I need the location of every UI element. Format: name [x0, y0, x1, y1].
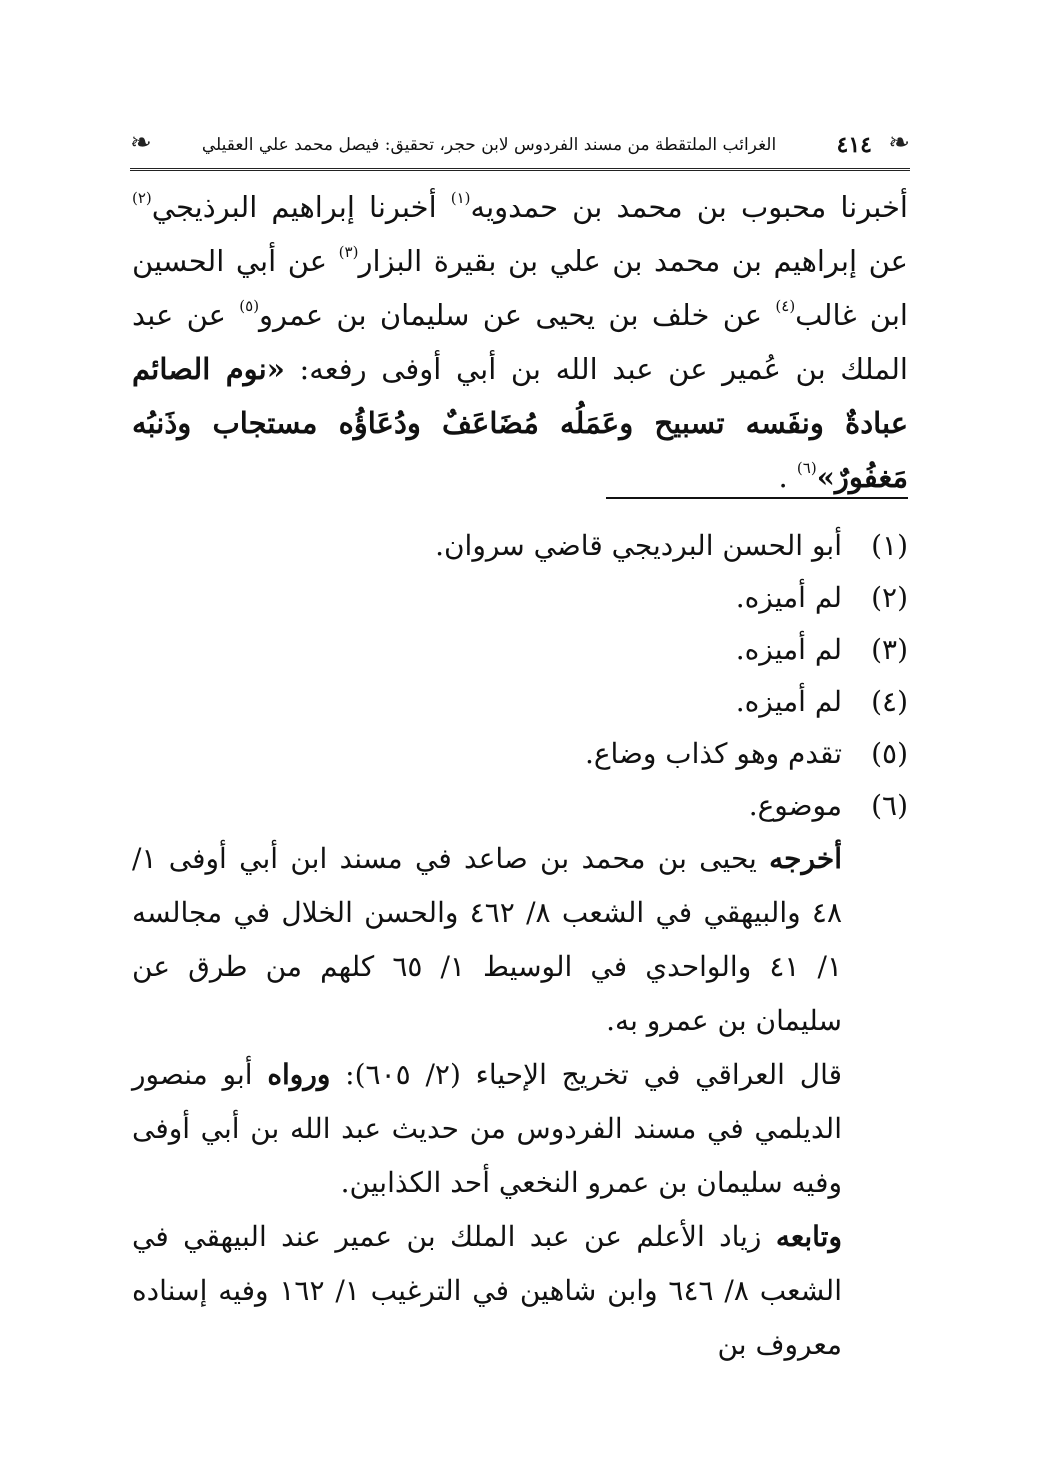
chain-text-4: عن أبي الحسين ابن غالب — [132, 244, 908, 332]
chain-text-3: عن إبراهيم بن محمد بن علي بن بقيرة البزار — [358, 244, 908, 278]
iraqi-lead: قال العراقي في تخريج الإحياء (٢/ ٦٠٥): — [330, 1058, 842, 1091]
footnote-number: (٥) — [871, 737, 908, 770]
footnote-item — [132, 676, 908, 728]
page-header — [130, 128, 910, 168]
footnote-item — [132, 728, 908, 780]
mutaba-text: زياد الأعلم عن عبد الملك بن عمير عند البيهقي في الشعب ٨/ ٦٤٦ وابن شاهين في الترغيب ١/ ١٦٢ وفيه إسناده معروف بن — [132, 1220, 842, 1361]
mutaba-paragraph — [132, 1210, 842, 1372]
chain-text-1: أخبرنا محبوب بن محمد بن حمدويه — [470, 190, 908, 224]
takhrij-text: يحيى بن محمد بن صاعد في مسند ابن أبي أوفى ١/ ٤٨ والبيهقي في الشعب ٨/ ٤٦٢ والحسن الخلال في مجالسه ١/ ٤١ والواحدي في الوسيط ١/ ٦٥ كلهم من طرق عن سليمان بن عمرو به. — [132, 842, 842, 1037]
footnote-number: (٢) — [871, 581, 908, 614]
footnote-text: موضوع. — [748, 789, 842, 822]
chain-end: . — [778, 460, 797, 494]
footnote-number: (٤) — [871, 685, 908, 718]
takhrij-lead: أخرجه — [769, 842, 842, 875]
footnote-number: (٣) — [871, 633, 908, 666]
mutaba-lead: وتابعه — [775, 1220, 842, 1253]
footnote-ref-4[interactable]: (٤) — [775, 297, 796, 315]
footnote-item — [132, 780, 908, 832]
hadith-text: «نوم الصائم عبادةٌ ونفَسه تسبيح وعَمَلُه مُضَاعَفٌ ودُعَاؤُه مستجاب وذَنبُه مَغفُورٌ» — [132, 352, 908, 494]
footnote-separator — [606, 497, 908, 499]
footnotes — [132, 520, 908, 1372]
footnote-text: أبو الحسن البرديجي قاضي سروان. — [435, 529, 842, 562]
footnote-text: لم أميزه. — [735, 581, 842, 614]
header-rule — [130, 168, 910, 171]
iraqi-text: أبو منصور الديلمي في مسند الفردوس من حديث عبد الله بن أبي أوفى وفيه سليمان بن عمرو النخعي أحد الكذابين. — [132, 1058, 842, 1199]
footnote-ref-2[interactable]: (٢) — [132, 189, 152, 207]
iraqi-bold: ورواه — [267, 1058, 331, 1091]
chain-text-2: أخبرنا إبراهيم البرذيجي — [151, 190, 451, 224]
ornament-left-icon: ❧ — [130, 128, 152, 158]
iraqi-paragraph — [132, 1048, 842, 1210]
footnote-ref-5[interactable]: (٥) — [239, 297, 260, 315]
footnote-number: (١) — [871, 529, 908, 562]
page-number: ٤١٤ — [836, 132, 872, 158]
main-text — [132, 180, 908, 504]
footnote-text: لم أميزه. — [735, 633, 842, 666]
footnote-ref-1[interactable]: (١) — [450, 189, 471, 207]
ornament-right-icon: ❧ — [888, 128, 910, 158]
chain-text-5: عن خلف بن يحيى عن سليمان بن عمرو — [259, 298, 776, 332]
footnote-text: تقدم وهو كذاب وضاع. — [584, 737, 842, 770]
footnote-item — [132, 624, 908, 676]
footnote-6-body — [132, 832, 842, 1372]
footnote-text: لم أميزه. — [735, 685, 842, 718]
footnote-item — [132, 572, 908, 624]
footnote-ref-6[interactable]: (٦) — [796, 459, 817, 477]
footnote-number: (٦) — [871, 789, 908, 822]
running-title: الغرائب الملتقطة من مسند الفردوس لابن حجر، تحقيق: فيصل محمد علي العقيلي — [201, 135, 777, 155]
footnote-ref-3[interactable]: (٣) — [338, 243, 359, 261]
takhrij-paragraph — [132, 832, 842, 1048]
footnote-item — [132, 520, 908, 572]
chain-text-6: عن عبد الملك بن عُمير عن عبد الله بن أبي أوفى رفعه: — [132, 298, 908, 386]
